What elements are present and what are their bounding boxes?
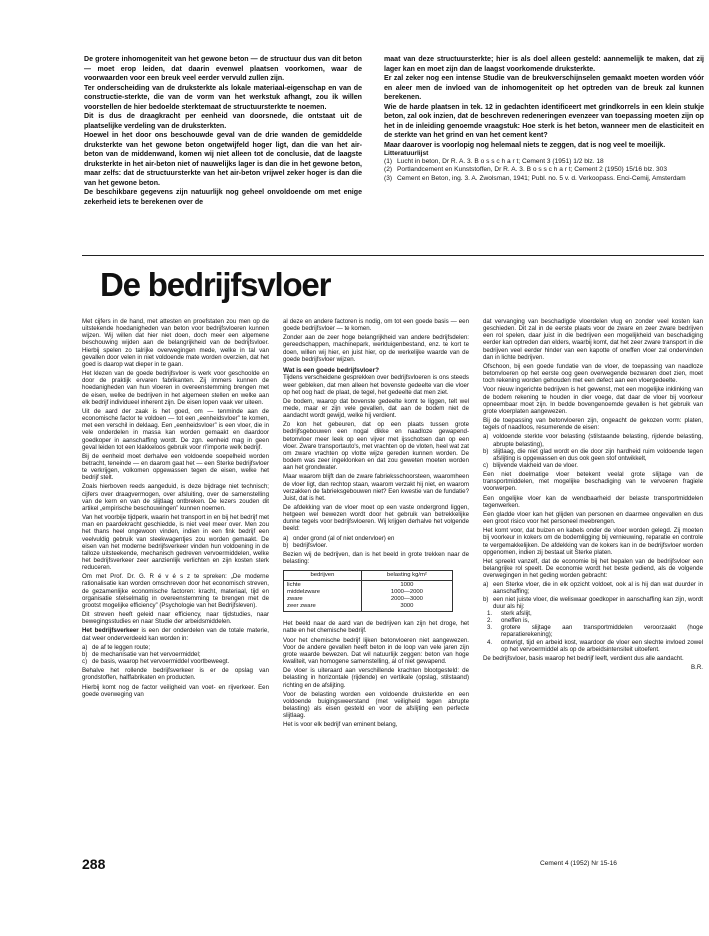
paragraph: De afdekking van de vloer moet op een vaste ondergrond liggen, hetgeen wel bewezen wordt door het gebruik van betrekkelijke dunne tegels voor bedrijfsvloeren. Wij krijgen derhalve het volgende beeld: xyxy=(283,504,469,533)
reference-text: Lucht in beton, Dr R. A. 3. B o s s c h a r t; Cement 3 (1951) 1/2 blz. 18 xyxy=(397,158,604,166)
paragraph: Bij de eenheid moet derhalve een voldoende soepelheid worden betracht, teneinde — en daarom gaat het — een Sterke bedrijfsvloer te verkrijgen, volkomen opgewassen tegen de eisen, welke het bedrijf stelt. xyxy=(82,452,269,482)
paragraph: Het komt voor, dat buizen en kabels onder de vloer worden gelegd. Zij moeten bij voorkeur in kokers om de bodemligging bij vernieuwing, reparatie en controle te vergemakkelijken. De afdekking van de kokers kan in de bedrijfsvloer worden opgenomen, indien zij bestaat uit Sterke platen. xyxy=(483,527,703,556)
author-signature: B.R. xyxy=(691,664,703,672)
reference-list xyxy=(384,150,704,183)
paragraph: Een ongelijke vloer kan de wendbaarheid der belaste transportmiddelen tegenwerken. xyxy=(483,494,703,509)
paragraph-text: is een der onderdelen van de totale materie, dat weer onderverdeeld kan worden in: xyxy=(82,627,269,642)
paragraph: Maar daarover is voorlopig nog helemaal niets te zeggen, dat is nog veel te moeilijk. xyxy=(384,141,666,149)
list-item xyxy=(483,610,703,617)
paragraph: Het is voor elk bedrijf van eminent belang, xyxy=(283,721,398,729)
table-cell: 3000 xyxy=(400,603,414,610)
list-marker: a) xyxy=(483,433,489,441)
list-item xyxy=(483,433,703,447)
table-cell: lichte xyxy=(287,582,301,589)
paragraph: De grotere inhomogeniteit van het gewone beton — de structuur dus van dit beton — moet erop leiden, dat daarin evenwel plaatsen voorkomen, waar de voorwaarden voor een breuk veel eerder vervuld zullen zijn. xyxy=(84,56,362,82)
paragraph: Een niet doelmatige vloer betekent veelal grote slijtage van de transportmiddelen, met mogelijke beschadiging van te vervoeren fragiele voorwerpen. xyxy=(483,471,703,493)
reference-text: Portlandcement en Kunststoffen, Dr R. A. 3. B o s s c h a r t; Cement 2 (1950) 15/16 blz. 303 xyxy=(397,166,667,174)
paragraph: De bedrijfsvloer, basis waarop het bedrijf leeft, verdient dus alle aandacht. xyxy=(483,654,684,662)
table-header-cell: bedrijven xyxy=(284,571,362,581)
list-item xyxy=(483,448,703,462)
list-marker: c) xyxy=(82,658,88,666)
section-divider xyxy=(82,255,704,256)
paragraph: Het spreekt vanzelf, dat de economie bij het bepalen van de bedrijfsvloer een belangrijke rol speelt. De economie wordt het beste gediend, als de volgende overwegingen in het geding worden gebracht: xyxy=(483,557,703,580)
table-cell: middelzware xyxy=(287,589,321,596)
list-marker: a) xyxy=(82,643,88,651)
list-text: oneffen is, xyxy=(501,617,530,625)
paragraph: Uit de aard der zaak is het goed, om — tenminde aan de economische factor te voldoen — tot een „eenheidsvloer” te komen, met een verschil in deklaag. Een „eenheidsvloer” is een vloer, die in vele onderdelen in massa kan worden gemaakt en daardoor goedkoper in aanschaffing wordt. De zgn. eenheid mag in geen geval leiden tot een klakkeloos gebruik voor ri'importe welk bedrijf. xyxy=(82,407,269,451)
list-item xyxy=(82,644,269,651)
table-header-cell: belasting kg/m² xyxy=(361,571,452,581)
list-item xyxy=(483,462,703,469)
article-column-1 xyxy=(82,318,269,856)
paragraph: Hierbij komt nog de factor veiligheid van voet- en rijverkeer. Een goede overweging van xyxy=(82,683,269,698)
list-marker: b) xyxy=(483,595,489,603)
reference-item xyxy=(384,166,704,174)
paragraph: Om met Prof. Dr. G. R é v é s z te spreken: „De moderne rationalisatie kan worden omschreven door het economisch streven, de gezamenlijke economische factoren: kracht, materiaal, tijd en organisatie stelselmatig in overeenstemming te brengen met de grootst mogelijke efficiency” (Psychologie van het Bedrijfsleven). xyxy=(82,573,269,609)
list-text: grotere slijtage aan transportmiddelen veroorzaakt (hoge reparatierekening); xyxy=(501,624,703,639)
list xyxy=(483,581,703,653)
list xyxy=(483,433,703,469)
reference-text: Cement en Beton, ing. 3. A. Zwolsman, 1941; Publ. no. 5 v. d. Verkoopass. Enci-Cemij, Amsterdam xyxy=(397,174,686,182)
paragraph: Hoewel in het door ons beschouwde geval van de drie wanden de gemiddelde druksterkte van het gewone beton ongetwijfeld hoger ligt, dan die van het air-beton van de middenwand, komen wij niet alleen tot de conclusie, dat de laagste druksterkte in het air-beton niet of nauwelijks lager is dan die in het gewone beton, maar zelfs: dat de structuursterkte van het air-beton vrijwel zeker hoger is dan die van het gewone beton. xyxy=(84,132,362,187)
paragraph: De beschikbare gegevens zijn natuurlijk nog geheel onvoldoende om met enige zekerheid iets te berekenen over de xyxy=(84,189,362,206)
table-cell: zeer zware xyxy=(287,603,316,610)
list-item xyxy=(82,651,269,658)
section-heading: Wat is een goede bedrijfsvloer? xyxy=(283,366,379,374)
article-title: De bedrijfsvloer xyxy=(100,266,331,303)
table-cell: 1000—2000 xyxy=(390,589,423,596)
paragraph: Bij de toepassing van betonvloeren zijn, ongeacht de gekozen vorm: platen, tegels of naadloos, resumerende de eisen: xyxy=(483,417,703,432)
paragraph: Met cijfers in de hand, met attesten en proefstaten zou men op de uitstekende hoedanigheden van beton voor bedrijfsvloeren kunnen wijzen. Wij willen dat hier niet doen, doch meer een algemene beschouwing wijden aan de belangrijkheid van de bedrijfsvloer. Hierbij spelen zo talrijke overwegingen mede, welke in tal van gevallen door velen in niet voldoende mate worden overzien, dat het goed is daarop wat dieper in te gaan. xyxy=(82,318,269,368)
list-item xyxy=(483,624,703,638)
list-item xyxy=(483,639,703,653)
inline-heading: Het bedrijfsverkeer xyxy=(82,627,139,635)
previous-article-column-left xyxy=(84,55,362,255)
paragraph xyxy=(82,627,269,641)
list-text: slijtlaag, die niet glad wordt en die door zijn hardheid ruim voldoende tegen afslijting is opgewassen en dus ook geen stof ontwikkelt, xyxy=(493,447,703,462)
table-header-row xyxy=(284,571,453,581)
paragraph: Zo kon het gebeuren, dat op een plaats tussen grote bedrijfsgebouwen een nogal dikke en naadloze gewapend-betonvloer meer leek op een vijver met ijsschotsen dan op een vloer. Zware transportauto's, met vrachten op de vloten, heel wat zat om zware vrachten op vlotte wijze gereden kunnen worden. De bodem was zeer ingeklonken en dat zou geweten moeten worden aan het grondwater. xyxy=(283,421,469,472)
paragraph: Wie de harde plaatsen in tek. 12 in gedachten identificeert met grindkorrels in een klein stukje beton, zal ook inzien, dat de beschreven redeneringen evenzeer van toepassing moeten zijn op het in de inleiding genoemde vraagstuk: Hoe sterk is het beton, wanneer men de elasticiteit en de sterkte van het grind en van het cement kent? xyxy=(384,103,704,139)
list-marker: 3. xyxy=(487,624,493,632)
paragraph: Zoals hierboven reeds aangeduid, is deze bijdrage niet technisch; cijfers over draagvermogen, over afsluiting, over de samenstelling van de kern en van de slijtlaag ontbreken. De lezers zouden dit artikel „empirische beschouwingen” kunnen noemen. xyxy=(82,483,269,512)
list-item xyxy=(483,596,703,610)
list-marker: 2. xyxy=(487,617,493,625)
list-marker: 4. xyxy=(487,638,493,646)
reference-number: (3) xyxy=(384,174,393,182)
table-cell: zware xyxy=(287,596,303,603)
list-item xyxy=(483,617,703,624)
paragraph: Ter onderscheiding van de druksterkte als lokale materiaal-eigenschap en van de constructie-sterkte, die van de vorm van het werkstuk afhangt, zou ik willen voorstellen de hier bedoelde sterktemaat de structuursterkte te noemen. xyxy=(84,84,362,111)
table-cell: 2000—3000 xyxy=(390,596,423,603)
paragraph: Bezien wij de bedrijven, dan is het beeld in grote trekken naar de belasting: xyxy=(283,550,469,566)
paragraph: maat van deze structuursterkte; hier is als doel alleen gesteld: aannemelijk te maken, dat zij lager kan en moet zijn dan de laagst voorkomende druksterkte. xyxy=(384,56,704,73)
paragraph: Voor het chemische bedrijf lijken betonvloeren niet aangewezen. Voor de andere gevallen heeft beton in de loop van vele jaren zijn grote waarde bewezen. Dat wil natuurlijk zeggen: beton van hoge kwaliteit, van homogene samenstelling, al of niet gewapend. xyxy=(283,636,469,666)
paragraph: Een gladde vloer kan het glijden van personen en daarmee ongevallen en dus een groot risico voor het personeel meebrengen. xyxy=(483,510,703,526)
list-text: de af te leggen route; xyxy=(92,643,151,651)
list-marker: 1. xyxy=(487,609,493,617)
reference-number: (2) xyxy=(384,166,393,174)
list-text: blijvende vlakheid van de vloer. xyxy=(493,461,578,469)
paragraph: Tijdens verscheidene gesprekken over bedrijfsvloeren is ons steeds weer gebleken, dat men alleen het bovenste gedeelte van die vloer op het oog had: de plaat, de tegel, het gedeelte dat men ziet. xyxy=(283,374,469,396)
article-column-2 xyxy=(283,318,469,856)
paragraph: al deze en andere factoren is nodig, om tot een goede basis — een goede bedrijfsvloer — te komen. xyxy=(283,318,469,333)
paragraph: De bodem, waarop dat bovenste gedeelte komt te liggen, telt wel mede, maar er zijn vele gevallen, dat aan de bodem niet de aandacht wordt gewijd, welke hij verdient. xyxy=(283,397,469,420)
reference-item xyxy=(384,175,704,183)
paragraph: Zonder aan de zeer hoge belangrijkheid van andere bedrijfsdelen: gereedschappen, machinepark, werktuigenbestand, enz. te kort te doen, willen wij hier, en juist hier, op de werkelijke waarde van de goede bedrijfsvloer wijzen. xyxy=(283,334,469,363)
list-text: een niet juiste vloer, die weliswaar goedkoper in aanschaffing kan zijn, wordt duur als hij: xyxy=(493,595,703,610)
page-number: 288 xyxy=(82,856,106,872)
reference-number: (1) xyxy=(384,158,393,166)
paragraph: Ofschoon, bij een goede fundatie van de vloer, de toepassing van naadloze betonvloeren op het eerste oog geen overwegende bezwaren doet zien, moet toch rekening worden gehouden met een defect aan een vloergedeelte. xyxy=(483,362,703,385)
paragraph: De vloer is uiteraard aan verschillende krachten blootgesteld: de belasting in horizontale (rijdende) en vertikale (opslag, stilstaand) richting en de afslijting. xyxy=(283,667,469,689)
paragraph: Het klezen van de goede bedrijfsvloer is werk voor geschoolde en door de praktijk ervaren fabrikanten. Zij immers kunnen de hoedanigheden van hun vloeren in overeenstemming brengen met de eisen, welke de bedrijven in het algemeen stellen en welke aan elk bedrijf individueel inherent zijn. De eisen lopen vaak ver uiteen. xyxy=(82,370,269,406)
list-item xyxy=(82,658,269,665)
list-marker: a) xyxy=(483,581,489,589)
paragraph: Voor nieuw ingerichte bedrijven is het gewenst, met een mogelijke inklinking van de bodem rekening te houden in dier voege, dat daar de vloer bij voorkeur opneembaar moet zijn. In bedde bovengenoemde gevallen is het gebruik van grote vloerplaten aangewezen. xyxy=(483,386,703,415)
previous-article-column-right xyxy=(384,55,704,255)
list-text: de mechanisatie van het vervoermiddel; xyxy=(92,650,201,658)
list-text: voldoende sterkte voor belasting (stilstaande belasting, rijdende belasting, abrupte belasting), xyxy=(493,433,703,448)
table-row xyxy=(284,581,453,612)
list-marker: b) xyxy=(283,541,289,549)
paragraph: Maar waarom blijft dan de zware fabrieksschoorsteen, waaromheen de vloer ligt, dan rechtop staan, waarom verzakt hij niet, en waarom verzakken de fabrieksgebouwen niet? Een kwestie van de fundatie? Juist, dat is het. xyxy=(283,473,469,502)
article-column-3 xyxy=(483,318,703,856)
paragraph: Er zal zeker nog een intense Studie van de breukverschijnselen gemaakt moeten worden vóór en aleer men de invloed van de inhomogeniteit op het optreden van de breuk zal kunnen berekenen. xyxy=(384,75,704,101)
paragraph: dat vervanging van beschadigde vloerdelen vlug en zonder veel kosten kan geschieden. Dit zal in de eerste plaats voor de zware en zeer zware bedrijven een rol spelen, daar juist in die bedrijven een mogelijkheid van beschadiging eerder kan optreden dan elders, waarbij komt, dat het zeer zware transport in die bedrijven veel eerder hinder van een kapotte of oneffen vloer zal ondervinden dan in lichte bedrijven. xyxy=(483,318,703,361)
load-table xyxy=(283,570,453,612)
list-text: onder grond (al of niet ondervloer) en xyxy=(293,534,395,542)
list xyxy=(283,535,469,549)
list-item xyxy=(283,535,469,542)
paragraph: Dit streven heeft geleid naar efficiency, naar tijdstudies, naar bewegingsstudies en naar Studie der arbeidsmiddelen. xyxy=(82,611,269,626)
list-marker: c) xyxy=(483,461,489,469)
paragraph: Behalve het rollende bedrijfsverkeer is er de opslag van grondstoffen, halffabrikaten en producten. xyxy=(82,667,269,682)
list-text: sterk afslijt, xyxy=(501,609,532,617)
list-text: de basis, waarop het vervoermiddel voortbeweegt. xyxy=(92,658,230,666)
list-marker: b) xyxy=(82,650,88,658)
paragraph: Het beeld naar de aard van de bedrijven kan zijn het droge, het natte en het chemische bedrijf. xyxy=(283,620,469,635)
list-text: ontwrigt, tijd en arbeid kost, waardoor de vloer een slechte invloed zowel op het vervoermiddel als op de arbeidsintensiteit uitoefent. xyxy=(501,638,703,653)
list-marker: b) xyxy=(483,447,489,455)
list-item xyxy=(483,581,703,595)
reference-item xyxy=(384,158,704,166)
table-cell: 1000 xyxy=(400,582,414,589)
list xyxy=(82,644,269,665)
list-text: een Sterke vloer, die in elk opzicht voldoet, ook al is hij dan wat duurder in aanschaffing; xyxy=(493,581,703,596)
paragraph: Voor de belasting worden een voldoende druksterkte en een voldoende buigingsweerstand (met veiligheid tegen abrupte belasting) als eisen gesteld en voor de afslijting een perfecte slijtlaag. xyxy=(283,690,469,720)
paragraph: Dit is dus de draagkracht per eenheid van doorsnede, die ontstaat uit de plaatselijke verdeling van de druksterkten. xyxy=(84,113,362,130)
list-marker: a) xyxy=(283,534,289,542)
journal-reference: Cement 4 (1952) Nr 15-16 xyxy=(540,860,617,867)
list-item xyxy=(283,542,469,549)
list-text: bedrijfsvloer. xyxy=(293,541,328,549)
reference-heading: Litteratuurlijst xyxy=(384,150,429,157)
paragraph: Van het voorbije tijdperk, waarin het transport in en bij het bedrijf met man en paardekracht geschiedde, is niet veel meer over. Men zou het thans heel ongewoon vinden, indien in een fink bedrijf een veelvuldig gebruik van steekwagentjes zou worden gemaakt. De eisen van het moderne bedrijfsverkeer vinden hun voldoening in de talloze uitsteekende, mechanisch gedreven vervoermiddelen, welke het bedrijfsverkeer zeer aanzienlijk verlichten en zijn kosten sterk reduceren. xyxy=(82,514,269,572)
